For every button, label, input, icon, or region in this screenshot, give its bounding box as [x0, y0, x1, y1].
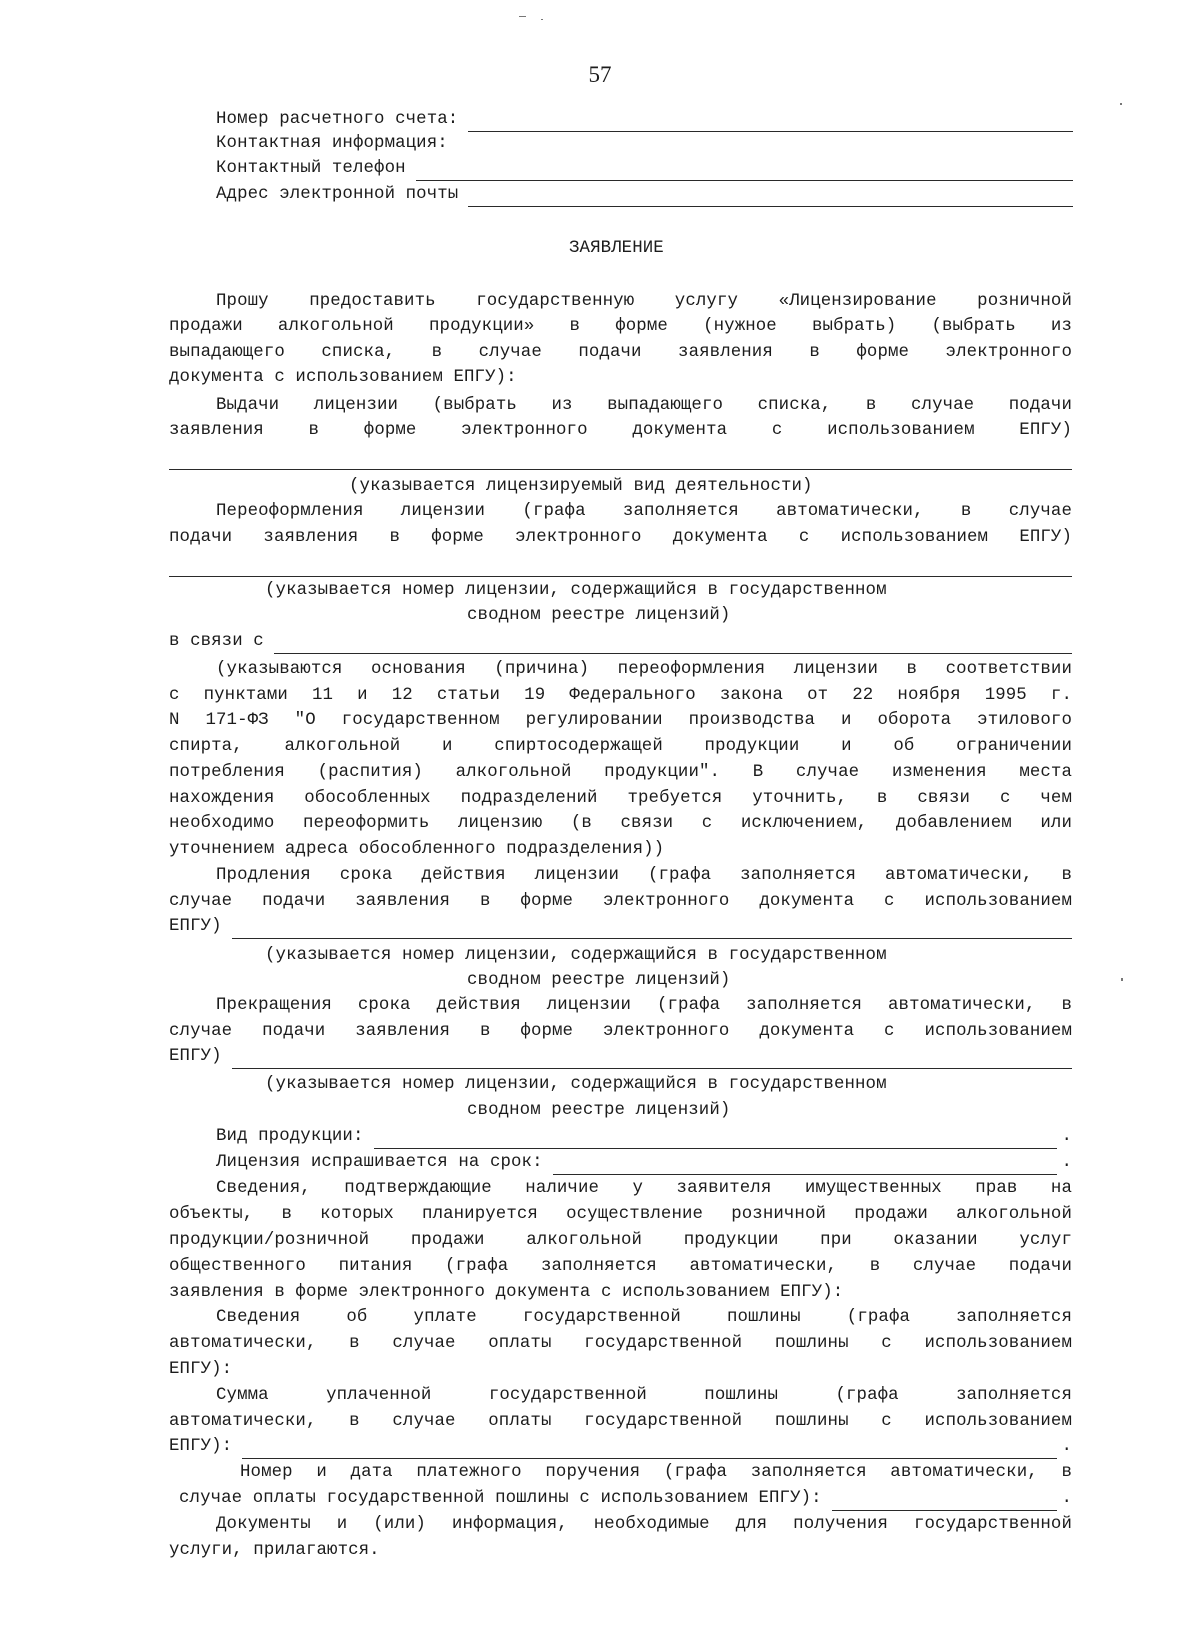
contact-info-label: Контактная информация:	[216, 134, 448, 153]
reissue-caption-2: сводном реестре лицензий)	[467, 606, 731, 625]
property-line-4: общественного питания (графа заполняется автоматически, в случае подачи	[169, 1257, 1072, 1276]
account-line	[468, 114, 1073, 132]
in-connection-label: в связи с	[169, 632, 264, 651]
term-field	[216, 1151, 1072, 1175]
extension-field	[169, 915, 1072, 939]
termination-caption-2: сводном реестре лицензий)	[467, 1101, 731, 1120]
account-label: Номер расчетного счета:	[216, 110, 459, 129]
scan-speck	[1121, 978, 1123, 981]
reasons-line-5: потребления (распития) алкогольной продукции". В случае изменения места	[169, 763, 1072, 782]
property-line-1: Сведения, подтверждающие наличие у заявителя имущественных прав на	[216, 1179, 1072, 1198]
account-field	[216, 108, 1073, 132]
reasons-line-4: спирта, алкогольной и спиртосодержащей продукции и об ограничении	[169, 737, 1072, 756]
documents-line-1: Документы и (или) информация, необходимые для получения государственной	[216, 1515, 1072, 1534]
extension-license-number-line	[232, 921, 1072, 939]
email-line	[468, 189, 1073, 207]
payment-order-line-1: Номер и дата платежного поручения (графа заполняется автоматически, в	[240, 1463, 1072, 1482]
reason-field	[169, 630, 1072, 654]
reasons-line-6: нахождения обособленных подразделений требуется уточнить, в связи с чем	[169, 789, 1072, 808]
termination-line-2: случае подачи заявления в форме электронного документа с использованием	[169, 1022, 1072, 1041]
term-dot: .	[1061, 1153, 1072, 1172]
email-field	[216, 183, 1073, 207]
issue-line-2: заявления в форме электронного документа с использованием ЕПГУ)	[169, 421, 1072, 440]
payment-order-dot: .	[1061, 1489, 1072, 1508]
reissue-line-1: Переоформления лицензии (графа заполняется автоматически, в случае	[216, 502, 1072, 521]
termination-field	[169, 1045, 1072, 1069]
product-type-dot: .	[1061, 1127, 1072, 1146]
request-line-1: Прошу предоставить государственную услугу «Лицензирование розничной	[216, 292, 1072, 311]
fee-amount-line-2: автоматически, в случае оплаты государственной пошлины с использованием	[169, 1412, 1072, 1431]
property-line-3: продукции/розничной продажи алкогольной продукции при оказании услуг	[169, 1231, 1072, 1250]
product-type-field	[216, 1125, 1072, 1149]
termination-license-number-line	[232, 1051, 1072, 1069]
activity-type-caption: (указывается лицензируемый вид деятельности)	[349, 477, 813, 496]
scan-speck	[1120, 103, 1122, 105]
fee-amount-label: ЕПГУ):	[169, 1437, 233, 1456]
reissue-caption-1: (указывается номер лицензии, содержащийся в государственном	[265, 581, 887, 600]
fee-info-line-3: ЕПГУ):	[169, 1360, 233, 1379]
request-line-4: документа с использованием ЕПГУ):	[169, 368, 517, 387]
fee-info-line-2: автоматически, в случае оплаты государственной пошлины с использованием	[169, 1334, 1072, 1353]
extension-caption-1: (указывается номер лицензии, содержащийся в государственном	[265, 946, 887, 965]
product-type-label: Вид продукции:	[216, 1127, 364, 1146]
reasons-line-8: уточнением адреса обособленного подразделения))	[169, 840, 665, 859]
reasons-line-1: (указываются основания (причина) переоформления лицензии в соответствии	[216, 660, 1072, 679]
property-line-2: объекты, в которых планируется осуществление розничной продажи алкогольной	[169, 1205, 1072, 1224]
phone-field	[216, 157, 1073, 181]
document-title: ЗАЯВЛЕНИЕ	[569, 239, 664, 258]
extension-line-2: случае подачи заявления в форме электронного документа с использованием	[169, 892, 1072, 911]
page-number: 57	[588, 62, 612, 87]
property-line-5: заявления в форме электронного документа с использованием ЕПГУ):	[169, 1283, 844, 1302]
extension-caption-2: сводном реестре лицензий)	[467, 971, 731, 990]
termination-line-1: Прекращения срока действия лицензии (графа заполняется автоматически, в	[216, 996, 1072, 1015]
product-type-line	[374, 1131, 1058, 1149]
request-line-2: продажи алкогольной продукции» в форме (нужное выбрать) (выбрать из	[169, 317, 1072, 336]
term-label: Лицензия испрашивается на срок:	[216, 1153, 543, 1172]
documents-line-2: услуги, прилагаются.	[169, 1541, 380, 1560]
extension-line-1: Продления срока действия лицензии (графа заполняется автоматически, в	[216, 866, 1072, 885]
reissue-license-number-line	[169, 576, 1072, 577]
reissue-line-2: подачи заявления в форме электронного документа с использованием ЕПГУ)	[169, 528, 1072, 547]
scan-speck	[541, 19, 543, 20]
fee-amount-dot: .	[1061, 1437, 1072, 1456]
email-label: Адрес электронной почты	[216, 185, 459, 204]
phone-line	[416, 163, 1073, 181]
activity-type-line	[169, 469, 1072, 470]
termination-label: ЕПГУ)	[169, 1047, 222, 1066]
payment-order-line	[832, 1493, 1058, 1511]
reason-line	[274, 636, 1072, 654]
fee-info-line-1: Сведения об уплате государственной пошлины (графа заполняется	[216, 1308, 1072, 1327]
issue-line-1: Выдачи лицензии (выбрать из выпадающего списка, в случае подачи	[216, 396, 1072, 415]
fee-amount-field	[169, 1435, 1072, 1459]
payment-order-field	[179, 1487, 1072, 1511]
request-line-3: выпадающего списка, в случае подачи заявления в форме электронного	[169, 343, 1072, 362]
scan-speck	[519, 16, 526, 17]
reasons-line-3: N 171-ФЗ "О государственном регулировании производства и оборота этилового	[169, 711, 1072, 730]
payment-order-label: случае оплаты государственной пошлины с использованием ЕПГУ):	[179, 1489, 822, 1508]
phone-label: Контактный телефон	[216, 159, 406, 178]
reasons-line-7: необходимо переоформить лицензию (в связи с исключением, добавлением или	[169, 814, 1072, 833]
reasons-line-2: с пунктами 11 и 12 статьи 19 Федерального закона от 22 ноября 1995 г.	[169, 686, 1072, 705]
fee-amount-line-1: Сумма уплаченной государственной пошлины (графа заполняется	[216, 1386, 1072, 1405]
extension-label: ЕПГУ)	[169, 917, 222, 936]
term-line	[553, 1157, 1058, 1175]
fee-amount-line	[242, 1441, 1057, 1459]
termination-caption-1: (указывается номер лицензии, содержащийся в государственном	[265, 1075, 887, 1094]
